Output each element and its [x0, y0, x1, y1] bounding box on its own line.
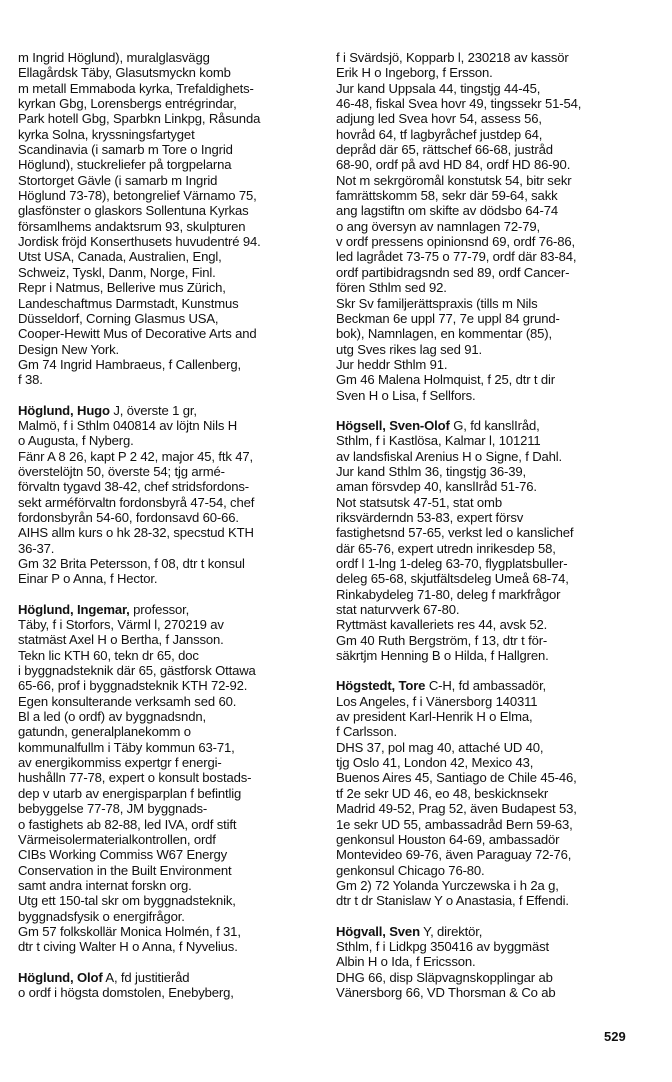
- entry-line: fastighetsnd 57-65, verkst led o kanslichef: [336, 525, 574, 541]
- entry-line: Gm 40 Ruth Bergström, f 13, dtr t för-: [336, 632, 548, 648]
- person-name: Högvall, Sven: [336, 923, 420, 939]
- entry-line: Park hotell Gbg, Sparbkn Linkpg, Råsunda: [18, 111, 261, 127]
- entry-title: J, överste 1 gr,: [109, 402, 197, 418]
- entry-heading-line: [336, 418, 654, 433]
- biography-entry: [18, 970, 318, 1001]
- entry-line: Not m sekrgöromål konstutsk 54, bitr sekr: [336, 172, 572, 188]
- entry-line: ordf l 1-lng 1-deleg 63-70, flygplatsbuller-: [336, 556, 568, 571]
- entry-line: bebyggelse 77-78, JM byggnads-: [18, 801, 208, 817]
- entry-line: genkonsul Chicago 76-80.: [336, 862, 485, 878]
- biography-entry: [336, 924, 654, 1001]
- biography-entry: [336, 678, 654, 908]
- entry-line: Gm 46 Malena Holmquist, f 25, dtr t dir: [336, 372, 556, 388]
- entry-line: Montevideo 69-76, även Paraguay 72-76,: [336, 847, 572, 863]
- entry-line: utg Sves rikes lag sed 91.: [336, 341, 483, 357]
- entry-line: glasfönster o glaskors Sollentuna Kyrkas: [18, 203, 249, 219]
- entry-line: fordonsbyrån 54-60, fordonsavd 60-66.: [18, 509, 239, 525]
- entry-line: dtr t civing Walter H o Anna, f Nyvelius.: [18, 939, 238, 955]
- entry-line: Sthlm, f i Lidkpg 350416 av byggmäst: [336, 938, 549, 954]
- entry-line: deleg 65-68, skjutfältsdeleg Umeå 68-74,: [336, 571, 569, 587]
- entry-gap: [336, 403, 654, 418]
- entry-line: Jur heddr Sthlm 91.: [336, 356, 448, 372]
- entry-line: av energikommiss expertgr f energi-: [18, 755, 222, 771]
- right-column: [336, 50, 654, 1000]
- entry-line: Sthlm, f i Kastlösa, Kalmar l, 101211: [336, 433, 541, 449]
- entry-title: Y, direktör,: [419, 923, 483, 939]
- entry-line: 65-66, prof i byggnadsteknik KTH 72-92.: [18, 678, 248, 694]
- entry-title: professor,: [129, 601, 190, 617]
- entry-line: kyrka Solna, kryssningsfartyget: [18, 126, 195, 142]
- entry-line: i byggnadsteknik där 65, gästforsk Ottawa: [18, 663, 256, 679]
- entry-line: Not statsutsk 47-51, stat omb: [336, 494, 502, 510]
- entry-gap: [18, 388, 318, 403]
- entry-line: Design New York.: [18, 341, 119, 357]
- entry-heading-line: [18, 602, 318, 617]
- entry-line: Ellagårdsk Täby, Glasutsmyckn komb: [18, 65, 231, 81]
- entry-heading-line: [18, 970, 318, 985]
- biography-entry: [18, 403, 318, 587]
- entry-line: Täby, f i Storfors, Värml l, 270219 av: [18, 617, 224, 633]
- biography-entry: [336, 418, 654, 664]
- entry-line: riksvärderndn 53-83, expert försv: [336, 509, 524, 525]
- entry-list: [336, 403, 654, 1000]
- entry-line: Malmö, f i Sthlm 040814 av löjtn Nils H: [18, 417, 238, 433]
- entry-line: Cooper-Hewitt Mus of Decorative Arts and: [18, 326, 257, 342]
- entry-line: Madrid 49-52, Prag 52, även Budapest 53,: [336, 801, 577, 817]
- entry-line: Höglund), stuckreliefer på torgpelarna: [18, 157, 232, 173]
- entry-line: aman försvdep 40, kanslIråd 51-76.: [336, 479, 537, 495]
- entry-line: gatundn, generalplanekomm o: [18, 724, 191, 740]
- entry-line: led lagrådet 73-75 o 77-79, ordf där 83-84,: [336, 249, 577, 265]
- entry-gap: [336, 909, 654, 924]
- entry-heading-line: [18, 403, 318, 418]
- entry-line: Scandinavia (i samarb m Tore o Ingrid: [18, 142, 233, 158]
- entry-line: Gm 74 Ingrid Hambraeus, f Callenberg,: [18, 356, 241, 372]
- entry-line: samt andra internat forskn org.: [18, 877, 192, 893]
- entry-line: Utg ett 150-tal skr om byggnadsteknik,: [18, 893, 236, 909]
- entry-line: Höglund 73-78), betongrelief Värnamo 75,: [18, 188, 257, 204]
- entry-line: o ang översyn av namnlagen 72-79,: [336, 218, 540, 234]
- entry-line: Egen konsulterande verksamh sed 60.: [18, 693, 237, 709]
- entry-line: 36-37.: [18, 540, 55, 556]
- entry-line: Bl a led (o ordf) av byggnadsndn,: [18, 709, 206, 725]
- entry-line: tf 2e sekr UD 46, eo 48, beskicknsekr: [336, 785, 549, 801]
- entry-line: församlhems andaktsrum 93, skulpturen: [18, 218, 246, 234]
- person-name: Höglund, Ingemar,: [18, 601, 130, 617]
- entry-line: Conservation in the Built Environment: [18, 862, 232, 878]
- entry-line: Sven H o Lisa, f Sellfors.: [336, 387, 476, 403]
- entry-line: Jur kand Uppsala 44, tingstjg 44-45,: [336, 80, 541, 96]
- entry-line: hovråd 64, tf lagbyråchef justdep 64,: [336, 126, 543, 142]
- entry-line: Stortorget Gävle (i samarb m Ingrid: [18, 172, 218, 188]
- entry-line: dep v utarb av energisparplan f befintlig: [18, 785, 242, 801]
- entry-line: Erik H o Ingeborg, f Ersson.: [336, 65, 493, 81]
- entry-title: A, fd justitieråd: [102, 969, 190, 985]
- person-name: Höglund, Olof: [18, 969, 103, 985]
- entry-line: Einar P o Anna, f Hector.: [18, 571, 158, 587]
- entry-line: Ryttmäst kavalleriets res 44, avsk 52.: [336, 617, 548, 633]
- entry-line: ang lagstiftn om skifte av dödsbo 64-74: [336, 203, 558, 219]
- entry-line: bok), Namnlagen, en kommentar (85),: [336, 326, 552, 342]
- entry-line: Utst USA, Canada, Australien, Engl,: [18, 249, 222, 265]
- entry-line: DHS 37, pol mag 40, attaché UD 40,: [336, 739, 544, 755]
- entry-line: o ordf i högsta domstolen, Enebyberg,: [18, 984, 234, 1000]
- biography-entry: [18, 602, 318, 955]
- entry-line: Los Angeles, f i Vänersborg 140311: [336, 693, 538, 709]
- entry-line: Fänr A 8 26, kapt P 2 42, major 45, ftk 47,: [18, 448, 253, 464]
- entry-line: kommunalfullm i Täby kommun 63-71,: [18, 739, 235, 755]
- continued-entry: [18, 50, 318, 388]
- entry-gap: [336, 663, 654, 678]
- entry-line: 46-48, fiskal Svea hovr 49, tingssekr 51-54,: [336, 96, 582, 112]
- entry-line: o fastighets ab 82-88, led IVA, ordf stift: [18, 816, 237, 832]
- entry-line: säkrtjm Henning B o Hilda, f Hallgren.: [336, 648, 549, 664]
- entry-line: av president Karl-Henrik H o Elma,: [336, 709, 533, 725]
- entry-line: DHG 66, disp Släpvagnskopplingar ab: [336, 969, 553, 985]
- left-column: [18, 50, 318, 1000]
- entry-line: f 38.: [18, 372, 43, 388]
- entry-line: CIBs Working Commiss W67 Energy: [18, 847, 228, 863]
- entry-line: 1e sekr UD 55, ambassadråd Bern 59-63,: [336, 816, 573, 832]
- entry-line: Gm 2) 72 Yolanda Yurczewska i h 2a g,: [336, 877, 559, 893]
- entry-line: genkonsul Houston 64-69, ambassadör: [336, 831, 560, 847]
- entry-line: tjg Oslo 41, London 42, Mexico 43,: [336, 755, 534, 771]
- entry-line: där 65-76, expert utredn inrikesdep 58,: [336, 540, 556, 556]
- entry-line: Gm 32 Brita Petersson, f 08, dtr t konsul: [18, 556, 245, 571]
- entry-line: famrättskomm 58, sekr där 59-64, sakk: [336, 188, 558, 204]
- entry-line: adjung led Svea hovr 54, assess 56,: [336, 111, 542, 127]
- entry-line: förvaltn tygavd 38-42, chef stridsfordons-: [18, 479, 249, 495]
- entry-line: dtr t dr Stanislaw Y o Anastasia, f Effendi.: [336, 893, 569, 909]
- person-name: Högstedt, Tore: [336, 678, 426, 694]
- entry-line: Beckman 6e uppl 77, 7e uppl 84 grund-: [336, 310, 560, 326]
- entry-heading-line: [336, 924, 654, 939]
- entry-list: [18, 388, 318, 1001]
- entry-line: Landeschaftmus Darmstadt, Kunstmus: [18, 295, 239, 311]
- entry-line: 68-90, ordf på avd HD 84, ordf HD 86-90.: [336, 157, 571, 173]
- entry-line: m metall Emmaboda kyrka, Trefaldighets-: [18, 80, 254, 96]
- entry-heading-line: [336, 678, 654, 693]
- person-name: Höglund, Hugo: [18, 402, 110, 418]
- entry-line: hushålln 77-78, expert o konsult bostads-: [18, 770, 252, 786]
- entry-line: f i Svärdsjö, Kopparb l, 230218 av kassör: [336, 50, 569, 65]
- entry-line: av landsfiskal Arenius H o Signe, f Dahl.: [336, 448, 563, 464]
- entry-line: AIHS allm kurs o hk 28-32, specstud KTH: [18, 525, 254, 541]
- entry-title: G, fd kanslIråd,: [449, 417, 540, 433]
- entry-line: Skr Sv familjerättspraxis (tills m Nils: [336, 295, 538, 311]
- entry-line: byggnadsfysik o energifrågor.: [18, 908, 185, 924]
- entry-line: o Augusta, f Nyberg.: [18, 433, 134, 449]
- person-name: Högsell, Sven-Olof: [336, 417, 450, 433]
- entry-line: v ordf pressens opinionsnd 69, ordf 76-86,: [336, 234, 575, 250]
- entry-line: överstelöjtn 50, överste 54; tjg armé-: [18, 463, 225, 479]
- entry-line: Düsseldorf, Corning Glasmus USA,: [18, 310, 219, 326]
- entry-line: m Ingrid Höglund), muralglasvägg: [18, 50, 210, 65]
- entry-gap: [18, 955, 318, 970]
- entry-line: Repr i Natmus, Bellerive mus Zürich,: [18, 280, 226, 296]
- entry-line: f Carlsson.: [336, 724, 397, 740]
- page-number: 529: [604, 1029, 626, 1044]
- entry-line: kyrkan Gbg, Lorensbergs entrégrindar,: [18, 96, 237, 112]
- entry-gap: [18, 587, 318, 602]
- entry-line: Albin H o Ida, f Ericsson.: [336, 954, 476, 970]
- entry-line: depråd där 65, rättschef 66-68, justråd: [336, 142, 553, 158]
- entry-line: sekt arméförvaltn fordonsbyrå 47-54, chef: [18, 494, 255, 510]
- entry-line: ordf partibidragsndn sed 89, ordf Cancer-: [336, 264, 570, 280]
- entry-line: Vänersborg 66, VD Thorsman & Co ab: [336, 984, 556, 1000]
- continued-entry: [336, 50, 654, 403]
- entry-line: fören Sthlm sed 92.: [336, 280, 447, 296]
- entry-title: C-H, fd ambassadör,: [425, 678, 547, 694]
- entry-line: Buenos Aires 45, Santiago de Chile 45-46,: [336, 770, 577, 786]
- entry-line: Jur kand Sthlm 36, tingstjg 36-39,: [336, 463, 526, 479]
- entry-line: statmäst Axel H o Bertha, f Jansson.: [18, 632, 224, 648]
- entry-line: Värmeisolermaterialkontrollen, ordf: [18, 831, 216, 847]
- entry-line: stat naturvverk 67-80.: [336, 602, 460, 618]
- entry-line: Jordisk fröjd Konserthusets huvudentré 94.: [18, 234, 261, 250]
- entry-line: Tekn lic KTH 60, tekn dr 65, doc: [18, 647, 199, 663]
- entry-line: Schweiz, Tyskl, Danm, Norge, Finl.: [18, 264, 216, 280]
- entry-line: Gm 57 folkskollär Monica Holmén, f 31,: [18, 923, 241, 939]
- entry-line: Rinkabydeleg 71-80, deleg f markfrågor: [336, 586, 561, 602]
